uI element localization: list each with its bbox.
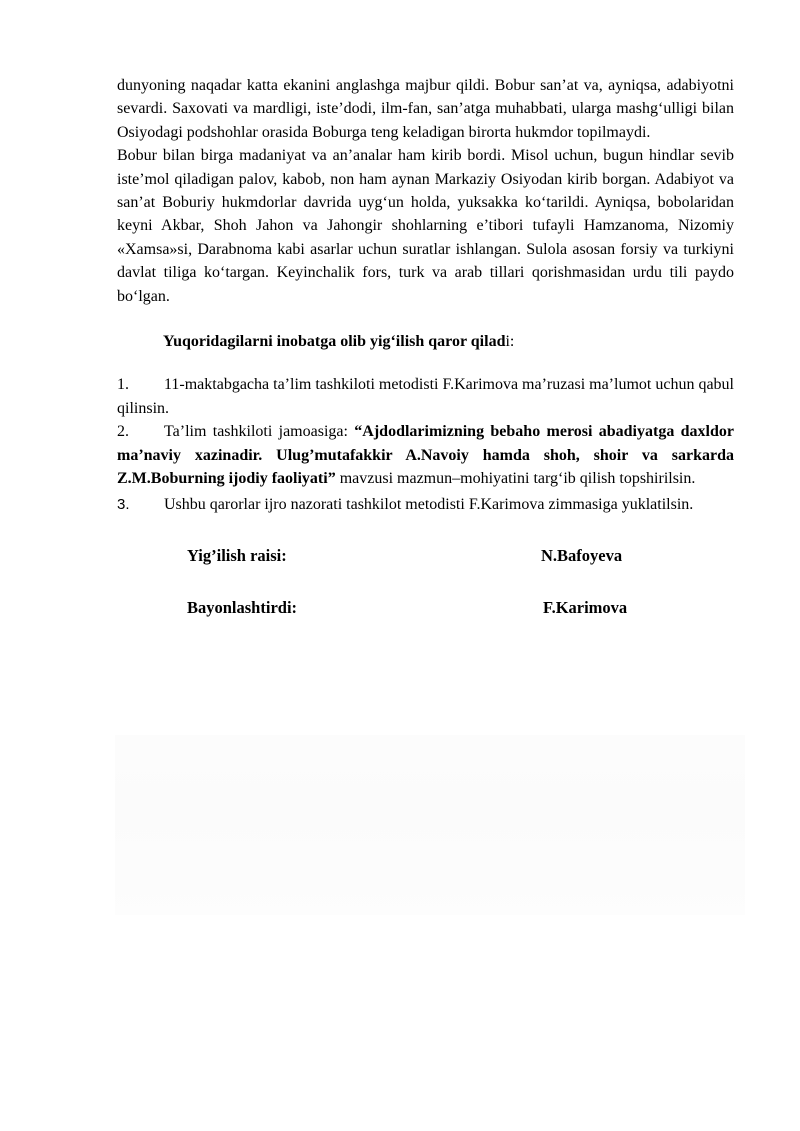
signature-chairman <box>117 544 734 568</box>
decision-item-1 <box>117 373 734 420</box>
signature-name: N.Bafoyeva <box>541 545 623 565</box>
decision-number: 1. <box>117 376 129 394</box>
decision-item-3 <box>117 491 734 519</box>
paragraph-bobur-culture: Bobur bilan birga madaniyat va an’analar ham kirib bordi. Misol uchun, bugun hindlar sevib iste’mol qiladigan palov, kabob, non ham aynan Markaziy Osiyodan kirib borgan. Adabiyot va san’at Boburiy hukmdorlar davrida uyg‘un holda, yuksakka ko‘tarildi. Ayniqsa, bobolaridan keyni Akbar, Shoh Jahon va Jahongir shohlarning e’tibori tufayli Hamzanoma, Nizomiy «Xamsa»si, Darabnoma kabi asarlar uchun suratlar ishlangan. Sulola asosan forsiy va turkiyni davlat tiliga ko‘targan. Keyinchalik fors, turk va arab tillari qorishmasidan urdu tili paydo bo‘lgan. <box>117 147 734 305</box>
resolution-heading-bold: Yuqoridagilarni inobatga olib yig‘ilish qaror qilad <box>163 333 506 351</box>
decision-list <box>117 373 734 518</box>
scan-shading <box>115 735 745 915</box>
decision-number: 3. <box>117 495 130 513</box>
signature-role: Yig’ilish raisi: <box>187 545 287 565</box>
signature-secretary <box>117 596 734 620</box>
decision-text: 11-maktabgacha ta’lim tashkiloti metodisti F.Karimova ma’ruzasi ma’lumot uchun qabul qilinsin. <box>117 376 734 417</box>
decision-suffix: mavzusi mazmun–mohiyatini targ‘ib qilish topshirilsin. <box>335 470 696 488</box>
signature-name: F.Karimova <box>543 597 628 617</box>
resolution-heading <box>117 330 734 353</box>
paragraph-bobur-art: dunyoning naqadar katta ekanini anglashga majbur qildi. Bobur san’at va, ayniqsa, adabiyotni sevardi. Saxovati va mardligi, iste’dodi, ilm-fan, san’atga muhabbati, ularga mashg‘ulligi bilan Osiyodagi podshohlar orasida Boburga teng keladigan birorta hukmdor topilmaydi. <box>117 77 734 141</box>
decision-number: 2. <box>117 423 129 441</box>
resolution-heading-tail: i: <box>505 333 515 351</box>
document-page <box>117 74 734 620</box>
decision-text: Ushbu qarorlar ijro nazorati tashkilot metodisti F.Karimova zimmasiga yuklatilsin. <box>164 495 694 513</box>
signature-role: Bayonlashtirdi: <box>187 597 298 617</box>
decision-topic-bold: “Ajdodlarimizning bebaho merosi abadiyatga daxldor ma’naviy xazinadir. Ulug’mutafakkir A.Navoiy hamda shoh, shoir va sarkarda Z.M.Boburning ijodiy faoliyati” <box>117 423 734 488</box>
decision-item-2 <box>117 420 734 490</box>
decision-prefix: Ta’lim tashkiloti jamoasiga: <box>164 423 355 441</box>
